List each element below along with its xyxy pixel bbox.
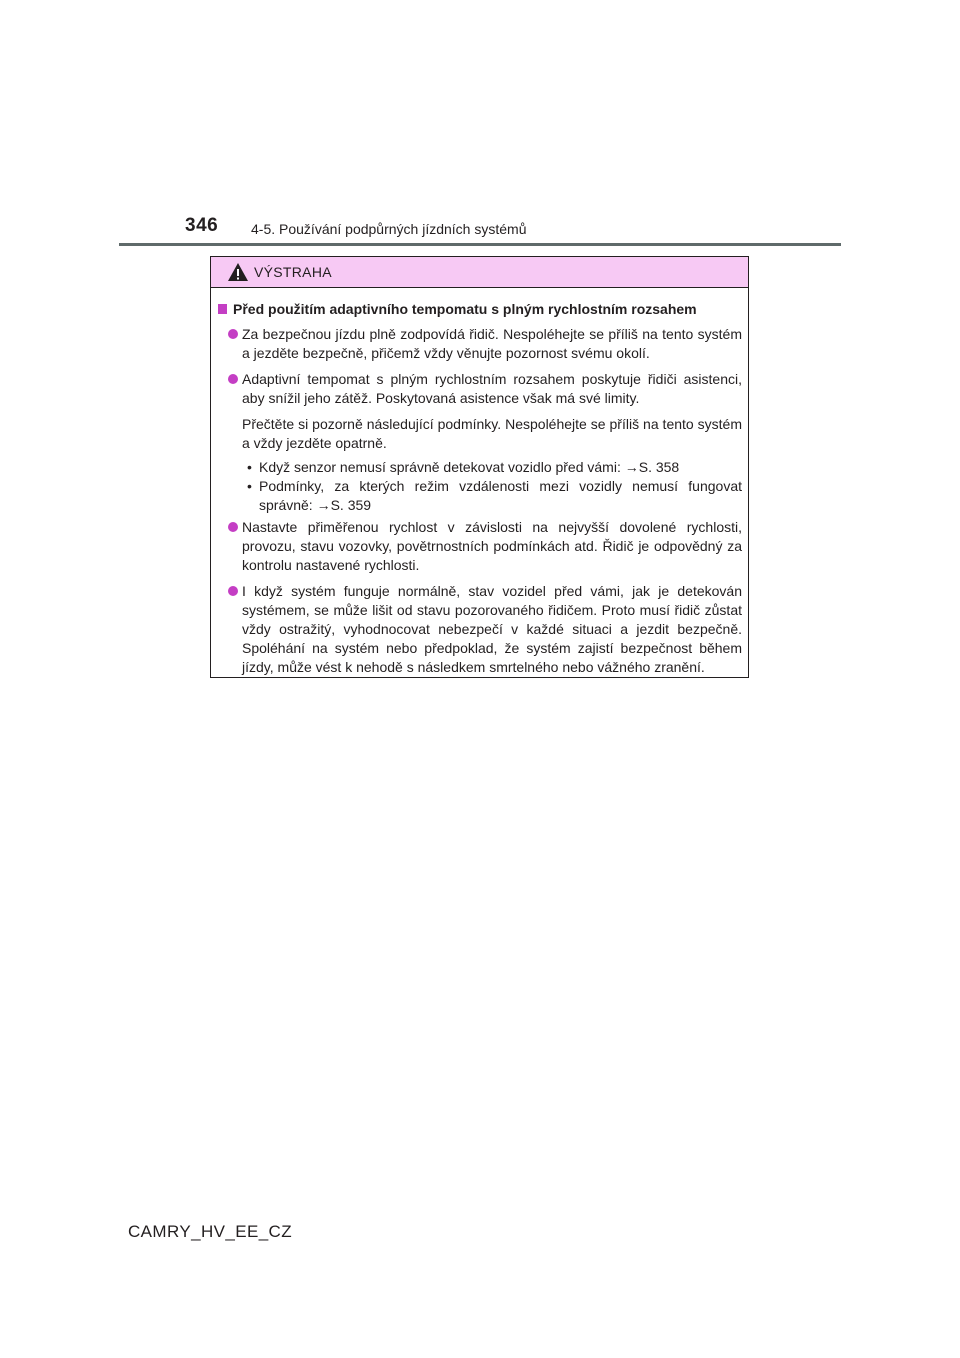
bullet-text: Adaptivní tempomat s plným rychlostním rozsahem poskytuje řidiči asistenci, aby snížil jeho zátěž. Poskytovaná asistence však má své limity. (242, 371, 742, 406)
warning-box (210, 256, 749, 678)
bullet-text: Nastavte přiměřenou rychlost v závislosti na nejvyšší dovolené rychlosti, provozu, stavu vozovky, povětrnostních podmínkách atd. Řidič je odpovědný za kontrolu nastavené rychlosti. (242, 519, 742, 573)
bullet-dot (228, 522, 238, 532)
warning-triangle-icon (227, 262, 249, 282)
warning-heading (216, 300, 742, 319)
bullet-dot (228, 329, 238, 339)
bullet-item (216, 518, 742, 575)
section-title: 4-5. Používání podpůrných jízdních systémů (251, 221, 527, 237)
bullet-text: I když systém funguje normálně, stav vozidel před vámi, jak je detekován systémem, se může lišit od stavu pozorovaného řidičem. Proto musí řidič zůstat vždy ostražitý, vyhodnocovat nebezpečí v každé situaci a jezdit bezpečně. Spoléhání na systém nebo předpoklad, že systém zajistí bezpečnost během jízdy, může vést k nehodě s následkem smrtelného nebo vážného zranění. (242, 583, 742, 675)
sub-bullet-mark: • (247, 459, 252, 475)
footer-code: CAMRY_HV_EE_CZ (128, 1222, 293, 1241)
bullet-item (216, 582, 742, 677)
page-number: 346 (185, 215, 219, 236)
bullet-item (216, 370, 742, 408)
sub-bullet-mark: • (247, 478, 252, 494)
sub-item-text: Podmínky, za kterých režim vzdálenosti mezi vozidly nemusí fungovat správně: →S. 359 (259, 478, 742, 513)
sub-item (216, 458, 742, 477)
sub-item (216, 477, 742, 515)
warning-header (211, 257, 748, 288)
heading-text: Před použitím adaptivního tempomatu s plným rychlostním rozsahem (233, 301, 697, 317)
bullet-dot (228, 586, 238, 596)
heading-square-marker (218, 304, 227, 314)
bullet-dot (228, 374, 238, 384)
warning-title: VÝSTRAHA (254, 264, 332, 280)
bullet-text: Za bezpečnou jízdu plně zodpovídá řidič. Nespoléhejte se příliš na tento systém a jezděte bezpečně, přičemž vždy věnujte pozornost svému okolí. (242, 326, 742, 361)
note-paragraph: Přečtěte si pozorně následující podmínky. Nespoléhejte se příliš na tento systém a vždy jezděte opatrně. (242, 416, 742, 451)
sub-item-text: Když senzor nemusí správně detekovat vozidlo před vámi: →S. 358 (259, 459, 680, 475)
warning-body (211, 288, 748, 677)
header-rule (119, 243, 841, 246)
bullet-item (216, 325, 742, 363)
